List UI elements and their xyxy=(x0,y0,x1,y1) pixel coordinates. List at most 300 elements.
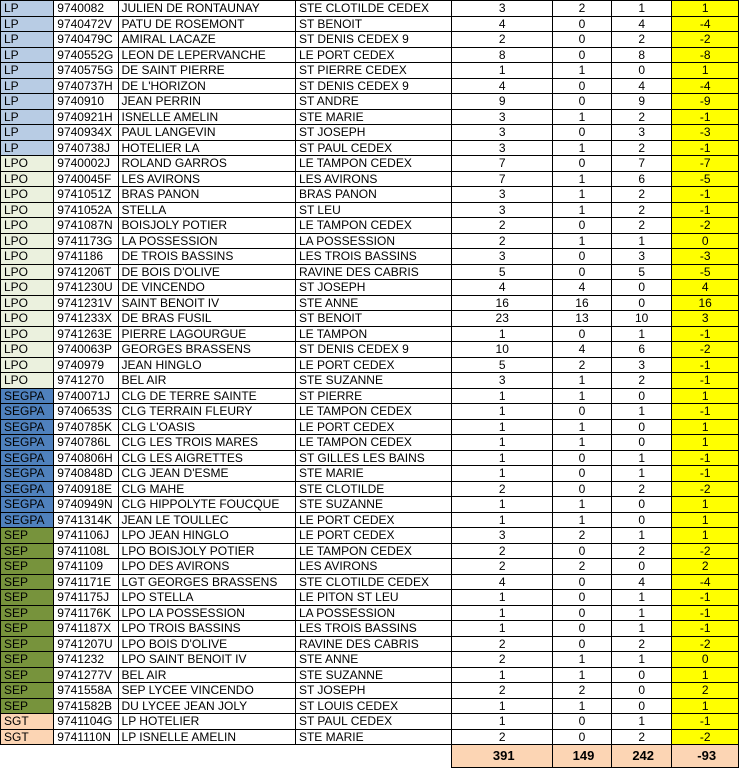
col2-cell: 0 xyxy=(552,605,611,621)
city-cell: ST ANDRE xyxy=(295,94,452,110)
code-cell: 9741206T xyxy=(54,264,118,280)
city-cell: STE CLOTILDE xyxy=(295,481,452,497)
col3-cell: 0 xyxy=(611,280,671,296)
count-cell: 3 xyxy=(452,140,553,156)
city-cell: LES TROIS BASSINS xyxy=(295,249,452,265)
count-cell: 3 xyxy=(452,202,553,218)
table-body xyxy=(1,1,739,745)
city-cell: ST DENIS CEDEX 9 xyxy=(295,32,452,48)
table-row xyxy=(1,109,739,125)
col2-cell: 0 xyxy=(552,94,611,110)
name-cell: DE SAINT PIERRE xyxy=(118,63,295,79)
diff-cell: -2 xyxy=(672,729,739,745)
type-cell: LPO xyxy=(1,202,54,218)
code-cell: 9740002J xyxy=(54,156,118,172)
count-cell: 3 xyxy=(452,249,553,265)
count-cell: 5 xyxy=(452,357,553,373)
name-cell: JEAN PERRIN xyxy=(118,94,295,110)
city-cell: LE PORT CEDEX xyxy=(295,512,452,528)
count-cell: 2 xyxy=(452,683,553,699)
count-cell: 1 xyxy=(452,667,553,683)
type-cell: SEP xyxy=(1,528,54,544)
count-cell: 2 xyxy=(452,559,553,575)
diff-cell: -2 xyxy=(672,543,739,559)
col2-cell: 1 xyxy=(552,652,611,668)
city-cell: LES TROIS BASSINS xyxy=(295,621,452,637)
type-cell: SEGPA xyxy=(1,404,54,420)
count-cell: 3 xyxy=(452,109,553,125)
diff-cell: -8 xyxy=(672,47,739,63)
name-cell: DE L'HORIZON xyxy=(118,78,295,94)
count-cell: 1 xyxy=(452,388,553,404)
code-cell: 9741110N xyxy=(54,729,118,745)
name-cell: STELLA xyxy=(118,202,295,218)
col2-cell: 0 xyxy=(552,264,611,280)
count-cell: 10 xyxy=(452,342,553,358)
diff-cell: 1 xyxy=(672,528,739,544)
count-cell: 3 xyxy=(452,1,553,17)
diff-cell: -2 xyxy=(672,636,739,652)
table-row xyxy=(1,202,739,218)
col2-cell: 1 xyxy=(552,388,611,404)
col2-cell: 16 xyxy=(552,295,611,311)
diff-cell: 1 xyxy=(672,1,739,17)
diff-cell: 1 xyxy=(672,512,739,528)
col3-cell: 2 xyxy=(611,543,671,559)
count-cell: 3 xyxy=(452,373,553,389)
table-row xyxy=(1,714,739,730)
name-cell: DE TROIS BASSINS xyxy=(118,249,295,265)
col2-cell: 0 xyxy=(552,16,611,32)
name-cell: LPO TROIS BASSINS xyxy=(118,621,295,637)
col3-cell: 6 xyxy=(611,171,671,187)
table-row xyxy=(1,78,739,94)
type-cell: LPO xyxy=(1,342,54,358)
col2-cell: 2 xyxy=(552,357,611,373)
diff-cell: -3 xyxy=(672,249,739,265)
col2-cell: 1 xyxy=(552,187,611,203)
name-cell: JEAN LE TOULLEC xyxy=(118,512,295,528)
table-row xyxy=(1,559,739,575)
city-cell: RAVINE DES CABRIS xyxy=(295,264,452,280)
col3-cell: 4 xyxy=(611,574,671,590)
type-cell: LPO xyxy=(1,249,54,265)
col3-cell: 1 xyxy=(611,466,671,482)
type-cell: SEP xyxy=(1,559,54,575)
type-cell: SEGPA xyxy=(1,450,54,466)
type-cell: LP xyxy=(1,109,54,125)
count-cell: 2 xyxy=(452,652,553,668)
code-cell: 9740921H xyxy=(54,109,118,125)
col2-cell: 2 xyxy=(552,683,611,699)
name-cell: LPO JEAN HINGLO xyxy=(118,528,295,544)
total-col1: 391 xyxy=(452,745,553,768)
col2-cell: 1 xyxy=(552,109,611,125)
col2-cell: 0 xyxy=(552,714,611,730)
name-cell: LPO BOISJOLY POTIER xyxy=(118,543,295,559)
type-cell: LPO xyxy=(1,264,54,280)
diff-cell: -4 xyxy=(672,574,739,590)
col2-cell: 1 xyxy=(552,63,611,79)
count-cell: 1 xyxy=(452,326,553,342)
name-cell: BEL AIR xyxy=(118,667,295,683)
city-cell: ST JOSEPH xyxy=(295,683,452,699)
diff-cell: -1 xyxy=(672,357,739,373)
table-row xyxy=(1,512,739,528)
name-cell: AMIRAL LACAZE xyxy=(118,32,295,48)
name-cell: PATU DE ROSEMONT xyxy=(118,16,295,32)
city-cell: ST PAUL CEDEX xyxy=(295,140,452,156)
city-cell: ST LEU xyxy=(295,202,452,218)
city-cell: ST DENIS CEDEX 9 xyxy=(295,342,452,358)
city-cell: STE ANNE xyxy=(295,295,452,311)
count-cell: 2 xyxy=(452,543,553,559)
name-cell: CLG HIPPOLYTE FOUCQUE xyxy=(118,497,295,513)
col3-cell: 4 xyxy=(611,78,671,94)
name-cell: BEL AIR xyxy=(118,373,295,389)
name-cell: PIERRE LAGOURGUE xyxy=(118,326,295,342)
col3-cell: 0 xyxy=(611,295,671,311)
type-cell: SEGPA xyxy=(1,466,54,482)
city-cell: ST BENOIT xyxy=(295,311,452,327)
code-cell: 9741051Z xyxy=(54,187,118,203)
table-row xyxy=(1,450,739,466)
col3-cell: 1 xyxy=(611,450,671,466)
type-cell: SEP xyxy=(1,543,54,559)
diff-cell: -3 xyxy=(672,125,739,141)
name-cell: LA POSSESSION xyxy=(118,233,295,249)
col2-cell: 13 xyxy=(552,311,611,327)
name-cell: LEON DE LEPERVANCHE xyxy=(118,47,295,63)
code-cell: 9740949N xyxy=(54,497,118,513)
table-row xyxy=(1,63,739,79)
count-cell: 1 xyxy=(452,497,553,513)
total-col3: 242 xyxy=(611,745,671,768)
type-cell: LPO xyxy=(1,233,54,249)
table-row xyxy=(1,342,739,358)
count-cell: 1 xyxy=(452,605,553,621)
col2-cell: 1 xyxy=(552,202,611,218)
col2-cell: 2 xyxy=(552,528,611,544)
diff-cell: -1 xyxy=(672,326,739,342)
code-cell: 9740785K xyxy=(54,419,118,435)
city-cell: LE TAMPON CEDEX xyxy=(295,435,452,451)
code-cell: 9740479C xyxy=(54,32,118,48)
city-cell: LES AVIRONS xyxy=(295,559,452,575)
count-cell: 1 xyxy=(452,450,553,466)
table-row xyxy=(1,357,739,373)
type-cell: LP xyxy=(1,63,54,79)
code-cell: 9741263E xyxy=(54,326,118,342)
col2-cell: 1 xyxy=(552,171,611,187)
type-cell: LPO xyxy=(1,326,54,342)
col3-cell: 5 xyxy=(611,264,671,280)
diff-cell: -2 xyxy=(672,32,739,48)
diff-cell: 2 xyxy=(672,683,739,699)
col3-cell: 4 xyxy=(611,16,671,32)
type-cell: SEGPA xyxy=(1,512,54,528)
city-cell: STE SUZANNE xyxy=(295,667,452,683)
code-cell: 9740472V xyxy=(54,16,118,32)
col3-cell: 1 xyxy=(611,528,671,544)
diff-cell: -2 xyxy=(672,481,739,497)
table-row xyxy=(1,326,739,342)
code-cell: 9741171E xyxy=(54,574,118,590)
col2-cell: 2 xyxy=(552,1,611,17)
city-cell: ST PIERRE xyxy=(295,388,452,404)
city-cell: LE TAMPON CEDEX xyxy=(295,404,452,420)
table-row xyxy=(1,466,739,482)
code-cell: 9741558A xyxy=(54,683,118,699)
total-diff: -93 xyxy=(672,745,739,768)
col3-cell: 1 xyxy=(611,233,671,249)
col2-cell: 0 xyxy=(552,590,611,606)
col2-cell: 0 xyxy=(552,404,611,420)
city-cell: STE ANNE xyxy=(295,652,452,668)
diff-cell: -5 xyxy=(672,171,739,187)
col2-cell: 0 xyxy=(552,249,611,265)
type-cell: SEP xyxy=(1,652,54,668)
city-cell: ST GILLES LES BAINS xyxy=(295,450,452,466)
col3-cell: 0 xyxy=(611,419,671,435)
diff-cell: 1 xyxy=(672,698,739,714)
code-cell: 9741108L xyxy=(54,543,118,559)
col2-cell: 0 xyxy=(552,125,611,141)
table-row xyxy=(1,311,739,327)
col2-cell: 0 xyxy=(552,156,611,172)
col3-cell: 2 xyxy=(611,202,671,218)
table-row xyxy=(1,156,739,172)
count-cell: 1 xyxy=(452,621,553,637)
diff-cell: -1 xyxy=(672,187,739,203)
count-cell: 3 xyxy=(452,187,553,203)
diff-cell: -1 xyxy=(672,621,739,637)
type-cell: LP xyxy=(1,125,54,141)
diff-cell: -4 xyxy=(672,16,739,32)
diff-cell: -4 xyxy=(672,78,739,94)
count-cell: 4 xyxy=(452,574,553,590)
table-row xyxy=(1,47,739,63)
table-row xyxy=(1,1,739,17)
count-cell: 2 xyxy=(452,218,553,234)
type-cell: SEP xyxy=(1,574,54,590)
count-cell: 3 xyxy=(452,125,553,141)
col3-cell: 2 xyxy=(611,481,671,497)
total-col2: 149 xyxy=(552,745,611,768)
col3-cell: 2 xyxy=(611,32,671,48)
code-cell: 9740737H xyxy=(54,78,118,94)
type-cell: LPO xyxy=(1,187,54,203)
col3-cell: 1 xyxy=(611,714,671,730)
city-cell: LE PITON ST LEU xyxy=(295,590,452,606)
city-cell: LE PORT CEDEX xyxy=(295,47,452,63)
col3-cell: 3 xyxy=(611,357,671,373)
diff-cell: -1 xyxy=(672,466,739,482)
table-row xyxy=(1,404,739,420)
col3-cell: 9 xyxy=(611,94,671,110)
city-cell: STE SUZANNE xyxy=(295,497,452,513)
code-cell: 9740575G xyxy=(54,63,118,79)
diff-cell: -1 xyxy=(672,590,739,606)
col2-cell: 0 xyxy=(552,621,611,637)
code-cell: 9740910 xyxy=(54,94,118,110)
code-cell: 9741187X xyxy=(54,621,118,637)
type-cell: LP xyxy=(1,1,54,17)
type-cell: SEP xyxy=(1,667,54,683)
type-cell: SEP xyxy=(1,698,54,714)
type-cell: SEP xyxy=(1,621,54,637)
city-cell: ST PAUL CEDEX xyxy=(295,714,452,730)
col3-cell: 10 xyxy=(611,311,671,327)
col3-cell: 0 xyxy=(611,497,671,513)
type-cell: SGT xyxy=(1,729,54,745)
table-row xyxy=(1,16,739,32)
col3-cell: 2 xyxy=(611,636,671,652)
table-row xyxy=(1,373,739,389)
diff-cell: 1 xyxy=(672,419,739,435)
name-cell: SAINT BENOIT IV xyxy=(118,295,295,311)
city-cell: LE TAMPON xyxy=(295,326,452,342)
code-cell: 9741052A xyxy=(54,202,118,218)
table-row xyxy=(1,218,739,234)
type-cell: SEP xyxy=(1,605,54,621)
city-cell: STE CLOTILDE CEDEX xyxy=(295,574,452,590)
col2-cell: 1 xyxy=(552,373,611,389)
city-cell: ST PIERRE CEDEX xyxy=(295,63,452,79)
count-cell: 16 xyxy=(452,295,553,311)
table-row xyxy=(1,543,739,559)
city-cell: ST JOSEPH xyxy=(295,125,452,141)
table-row xyxy=(1,140,739,156)
col2-cell: 1 xyxy=(552,512,611,528)
col2-cell: 1 xyxy=(552,233,611,249)
count-cell: 1 xyxy=(452,63,553,79)
count-cell: 2 xyxy=(452,481,553,497)
count-cell: 2 xyxy=(452,233,553,249)
count-cell: 4 xyxy=(452,280,553,296)
city-cell: LA POSSESSION xyxy=(295,605,452,621)
name-cell: LPO BOIS D'OLIVE xyxy=(118,636,295,652)
diff-cell: 2 xyxy=(672,559,739,575)
name-cell: LPO SAINT BENOIT IV xyxy=(118,652,295,668)
city-cell: STE CLOTILDE CEDEX xyxy=(295,1,452,17)
type-cell: LP xyxy=(1,16,54,32)
col3-cell: 2 xyxy=(611,140,671,156)
name-cell: PAUL LANGEVIN xyxy=(118,125,295,141)
type-cell: SEGPA xyxy=(1,481,54,497)
diff-cell: -1 xyxy=(672,714,739,730)
count-cell: 1 xyxy=(452,590,553,606)
type-cell: LP xyxy=(1,47,54,63)
city-cell: STE MARIE xyxy=(295,729,452,745)
type-cell: SEP xyxy=(1,590,54,606)
col3-cell: 0 xyxy=(611,63,671,79)
type-cell: LPO xyxy=(1,218,54,234)
city-cell: LA POSSESSION xyxy=(295,233,452,249)
col3-cell: 2 xyxy=(611,373,671,389)
table-row xyxy=(1,125,739,141)
code-cell: 9741314K xyxy=(54,512,118,528)
city-cell: LE TAMPON CEDEX xyxy=(295,543,452,559)
col3-cell: 2 xyxy=(611,218,671,234)
city-cell: STE SUZANNE xyxy=(295,373,452,389)
col2-cell: 2 xyxy=(552,559,611,575)
table-row xyxy=(1,605,739,621)
col3-cell: 7 xyxy=(611,156,671,172)
city-cell: STE MARIE xyxy=(295,466,452,482)
name-cell: DE BRAS FUSIL xyxy=(118,311,295,327)
col2-cell: 0 xyxy=(552,481,611,497)
count-cell: 9 xyxy=(452,94,553,110)
name-cell: LP ISNELLE AMELIN xyxy=(118,729,295,745)
table-row xyxy=(1,652,739,668)
code-cell: 9741175J xyxy=(54,590,118,606)
code-cell: 9740738J xyxy=(54,140,118,156)
table-row xyxy=(1,667,739,683)
type-cell: SEGPA xyxy=(1,419,54,435)
col3-cell: 0 xyxy=(611,512,671,528)
col2-cell: 1 xyxy=(552,435,611,451)
type-cell: LP xyxy=(1,32,54,48)
table-row xyxy=(1,295,739,311)
table-row xyxy=(1,233,739,249)
count-cell: 1 xyxy=(452,435,553,451)
name-cell: DU LYCEE JEAN JOLY xyxy=(118,698,295,714)
diff-cell: -1 xyxy=(672,202,739,218)
type-cell: LPO xyxy=(1,280,54,296)
table-row xyxy=(1,280,739,296)
count-cell: 4 xyxy=(452,78,553,94)
city-cell: ST JOSEPH xyxy=(295,280,452,296)
name-cell: LES AVIRONS xyxy=(118,171,295,187)
diff-cell: -7 xyxy=(672,156,739,172)
name-cell: DE VINCENDO xyxy=(118,280,295,296)
count-cell: 4 xyxy=(452,16,553,32)
code-cell: 9741270 xyxy=(54,373,118,389)
table-row xyxy=(1,683,739,699)
col2-cell: 1 xyxy=(552,497,611,513)
col3-cell: 1 xyxy=(611,590,671,606)
col2-cell: 0 xyxy=(552,636,611,652)
name-cell: GEORGES BRASSENS xyxy=(118,342,295,358)
table-row xyxy=(1,698,739,714)
code-cell: 9740063P xyxy=(54,342,118,358)
count-cell: 5 xyxy=(452,264,553,280)
col2-cell: 0 xyxy=(552,32,611,48)
count-cell: 2 xyxy=(452,32,553,48)
col2-cell: 4 xyxy=(552,342,611,358)
type-cell: LP xyxy=(1,140,54,156)
city-cell: LE PORT CEDEX xyxy=(295,419,452,435)
diff-cell: 16 xyxy=(672,295,739,311)
name-cell: BOISJOLY POTIER xyxy=(118,218,295,234)
code-cell: 9741232 xyxy=(54,652,118,668)
code-cell: 9740979 xyxy=(54,357,118,373)
col3-cell: 3 xyxy=(611,249,671,265)
name-cell: HOTELIER LA xyxy=(118,140,295,156)
city-cell: ST DENIS CEDEX 9 xyxy=(295,78,452,94)
table-row xyxy=(1,636,739,652)
col3-cell: 0 xyxy=(611,667,671,683)
count-cell: 3 xyxy=(452,528,553,544)
code-cell: 9741087N xyxy=(54,218,118,234)
col3-cell: 1 xyxy=(611,605,671,621)
name-cell: BRAS PANON xyxy=(118,187,295,203)
count-cell: 8 xyxy=(452,47,553,63)
col3-cell: 1 xyxy=(611,652,671,668)
type-cell: LP xyxy=(1,78,54,94)
type-cell: SEGPA xyxy=(1,497,54,513)
